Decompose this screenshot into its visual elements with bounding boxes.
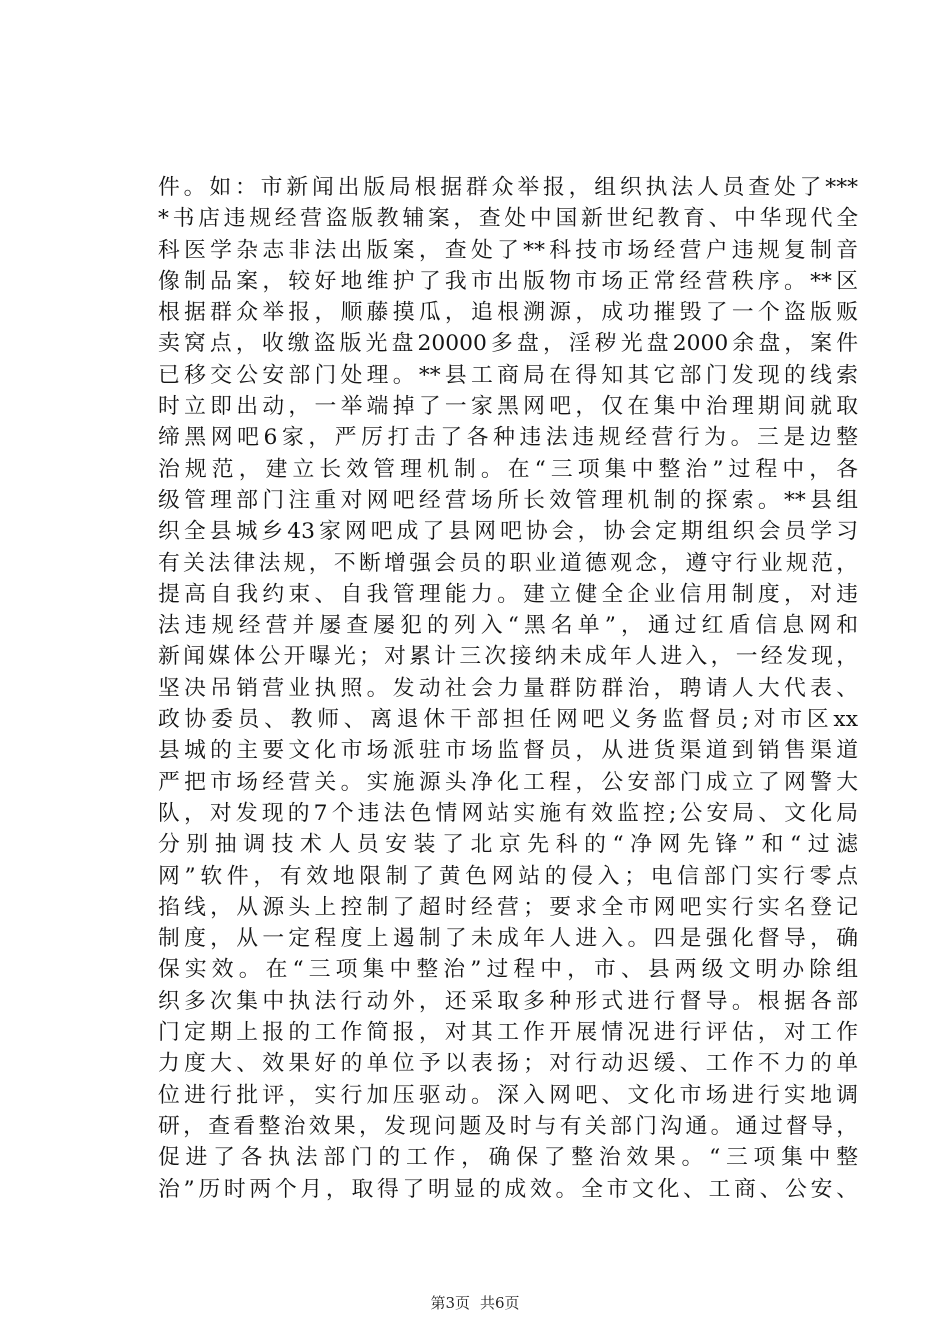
- text-line: 网”软件，有效地限制了黄色网站的侵入；电信部门实行零点: [158, 863, 858, 889]
- text-line: 制度，从一定程度上遏制了未成年人进入。四是强化督导，确: [158, 926, 858, 952]
- text-line: 门定期上报的工作简报，对其工作开展情况进行评估，对工作: [158, 1020, 858, 1046]
- text-line: 科医学杂志非法出版案，查处了**科技市场经营户违规复制音: [158, 237, 858, 263]
- text-line: 研，查看整治效果，发现问题及时与有关部门沟通。通过督导，: [158, 1113, 858, 1139]
- text-line: 促进了各执法部门的工作，确保了整治效果。“三项集中整: [158, 1145, 858, 1171]
- text-line: 法违规经营并屡查屡犯的列入“黑名单”，通过红盾信息网和: [158, 613, 858, 639]
- text-line: 县城的主要文化市场派驻市场监督员，从进货渠道到销售渠道: [158, 738, 858, 764]
- text-line: 件。如：市新闻出版局根据群众举报，组织执法人员查处了***: [158, 175, 858, 200]
- text-line: 织全县城乡43家网吧成了县网吧协会，协会定期组织会员学习: [158, 519, 858, 545]
- body-paragraph: [158, 172, 858, 1205]
- text-line: 治”历时两个月，取得了明显的成效。全市文化、工商、公安、: [158, 1176, 858, 1202]
- page-number: 第3页: [430, 1294, 470, 1312]
- text-line: 织多次集中执法行动外，还采取多种形式进行督导。根据各部: [158, 988, 858, 1014]
- text-line: 坚决吊销营业执照。发动社会力量群防群治，聘请人大代表、: [158, 675, 858, 701]
- text-line: 力度大、效果好的单位予以表扬；对行动迟缓、工作不力的单: [158, 1051, 858, 1077]
- text-line: 已移交公安部门处理。**县工商局在得知其它部门发现的线索: [158, 362, 858, 388]
- text-line: 严把市场经营关。实施源头净化工程，公安部门成立了网警大: [158, 769, 858, 795]
- text-line: 像制品案，较好地维护了我市出版物市场正常经营秩序。**区: [158, 268, 858, 294]
- text-line: 保实效。在“三项集中整治”过程中，市、县两级文明办除组: [158, 957, 858, 983]
- text-line: 掐线，从源头上控制了超时经营；要求全市网吧实行实名登记: [158, 894, 858, 920]
- text-line: 有关法律法规，不断增强会员的职业道德观念，遵守行业规范，: [158, 550, 858, 576]
- text-line: 位进行批评，实行加压驱动。深入网吧、文化市场进行实地调: [158, 1082, 858, 1108]
- text-line: 政协委员、教师、离退休干部担任网吧义务监督员;对市区xx: [158, 707, 858, 733]
- text-line: 治规范，建立长效管理机制。在“三项集中整治”过程中，各: [158, 456, 858, 482]
- text-line: 队，对发现的7个违法色情网站实施有效监控;公安局、文化局: [158, 800, 858, 826]
- text-line: 新闻媒体公开曝光；对累计三次接纳未成年人进入，一经发现，: [158, 644, 858, 670]
- page-total: 共6页: [480, 1294, 520, 1312]
- text-line: 分别抽调技术人员安装了北京先科的“净网先锋”和“过滤: [158, 832, 858, 858]
- text-line: 缔黑网吧6家，严厉打击了各种违法违规经营行为。三是边整: [158, 425, 858, 451]
- text-line: 级管理部门注重对网吧经营场所长效管理机制的探索。**县组: [158, 487, 858, 513]
- text-line: 时立即出动，一举端掉了一家黑网吧，仅在集中治理期间就取: [158, 394, 858, 420]
- page-footer: [0, 1294, 950, 1312]
- text-line: 卖窝点，收缴盗版光盘20000多盘，淫秽光盘2000余盘，案件: [158, 331, 858, 357]
- text-line: 提高自我约束、自我管理能力。建立健全企业信用制度，对违: [158, 581, 858, 607]
- text-line: 根据群众举报，顺藤摸瓜，追根溯源，成功摧毁了一个盗版贩: [158, 300, 858, 326]
- text-line: *书店违规经营盗版教辅案，查处中国新世纪教育、中华现代全: [158, 206, 858, 232]
